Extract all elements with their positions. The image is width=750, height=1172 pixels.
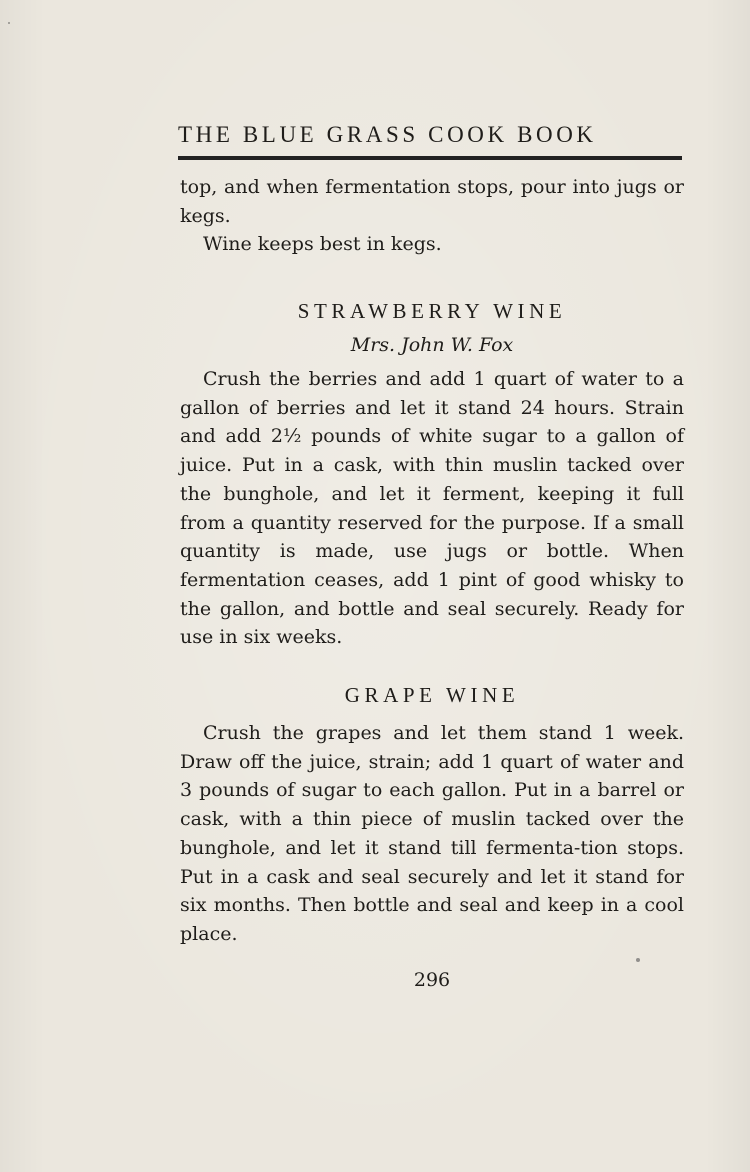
strawberry-wine-body: Crush the berries and add 1 quart of water to a gallon of berries and let it stand 24 hours. Strain and add 2½ pounds of white sugar to a gallon of juice. Put in a cask, with thin muslin tacked over the bunghole, and let it ferment, keeping it full from a quantity reserved for the purpose. If a small quantity is made, use jugs or bottle. When fermentation ceases, add 1 pint of good whisky to the gallon, and bottle and seal securely. Ready for use in six weeks. <box>180 368 684 649</box>
paper-speck <box>8 22 10 24</box>
strawberry-wine-recipe <box>180 365 684 652</box>
paper-speck <box>636 958 640 962</box>
grape-wine-title: GRAPE WINE <box>344 683 520 707</box>
page-number: 296 <box>413 969 451 991</box>
grape-wine-recipe <box>180 719 684 949</box>
continued-text <box>180 173 684 259</box>
strawberry-wine-title: STRAWBERRY WINE <box>297 299 567 323</box>
grape-wine-body: Crush the grapes and let them stand 1 week. Draw off the juice, strain; add 1 quart of water and 3 pounds of sugar to each gallon. Put in a barrel or cask, with a thin piece of muslin tacked over the bunghole, and let it stand till fermenta-tion stops. Put in a cask and seal securely and let it stand for six months. Then bottle and seal and keep in a cool place. <box>180 722 684 945</box>
header-rule <box>178 156 682 160</box>
strawberry-wine-attribution: Mrs. John W. Fox <box>350 334 514 356</box>
continued-paragraph: top, and when fermentation stops, pour into jugs or kegs. <box>180 176 684 227</box>
running-head-title: THE BLUE GRASS COOK BOOK <box>178 122 597 147</box>
continued-note: Wine keeps best in kegs. <box>203 233 442 256</box>
